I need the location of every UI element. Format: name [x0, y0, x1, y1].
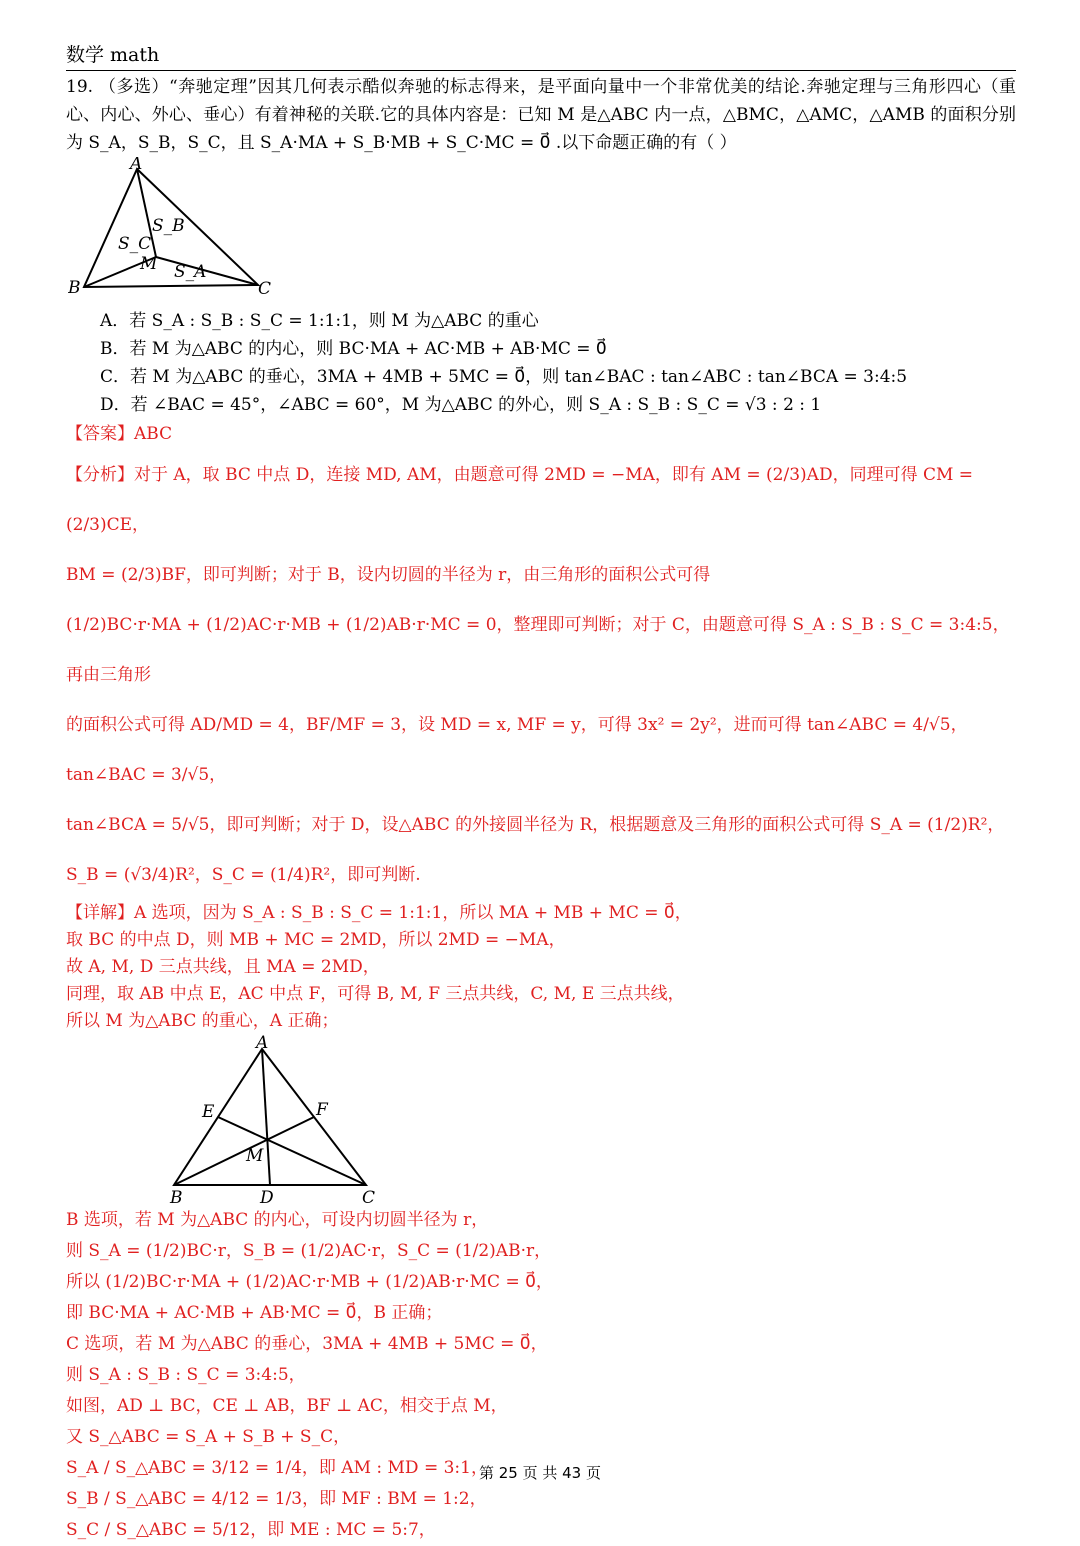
detail-line: S_A / S_△ABC = 3/12 = 1/4，即 AM : MD = 3:1，: [66, 1458, 488, 1478]
label-a2: A: [256, 1035, 269, 1053]
label-c2: C: [362, 1188, 376, 1205]
figure-centroid-triangle: [166, 1035, 496, 1205]
option-d: D．若 ∠BAC = 45°，∠ABC = 60°，M 为△ABC 的外心，则 S_A : S_B : S_C = √3 : 2 : 1: [100, 395, 822, 415]
label-sa: S_A: [174, 262, 207, 282]
label-b: B: [68, 278, 81, 298]
label-e2: E: [202, 1102, 215, 1122]
detail-line: 如图，AD ⊥ BC，CE ⊥ AB，BF ⊥ AC，相交于点 M，: [66, 1396, 508, 1416]
detail-line: 则 S_A = (1/2)BC·r，S_B = (1/2)AC·r，S_C = (1/2)AB·r，: [66, 1241, 552, 1261]
detail-line: 则 S_A : S_B : S_C = 3:4:5，: [66, 1365, 306, 1385]
detail-line: 又 S_△ABC = S_A + S_B + S_C，: [66, 1427, 351, 1447]
detail-section: [66, 900, 1016, 1035]
detail-line: S_C / S_△ABC = 5/12，即 ME : MC = 5:7，: [66, 1520, 436, 1540]
answer-line: 【答案】ABC: [66, 424, 173, 444]
option-b: B．若 M 为△ABC 的内心，则 BC·MA + AC·MB + AB·MC = 0⃗: [100, 339, 607, 359]
figure-benz-triangle: [68, 157, 288, 307]
page-footer: 第 25 页 共 43 页: [478, 1464, 601, 1482]
analysis-line: tan∠BCA = 5/√5，即可判断；对于 D，设△ABC 的外接圆半径为 R，根据题意及三角形的面积公式可得 S_A = (1/2)R²，: [66, 815, 1005, 835]
detail-line: 【详解】A 选项，因为 S_A : S_B : S_C = 1:1:1，所以 MA + MB + MC = 0⃗，: [66, 903, 692, 923]
detail-line: 同理，取 AB 中点 E，AC 中点 F，可得 B, M, F 三点共线，C, M, E 三点共线，: [66, 984, 685, 1004]
label-a: A: [130, 157, 143, 174]
analysis-section: [66, 450, 1016, 900]
detail-line: 取 BC 的中点 D，则 MB + MC = 2MD，所以 2MD = −MA，: [66, 930, 566, 950]
label-m2: M: [246, 1146, 264, 1166]
analysis-line: S_B = (√3/4)R²，S_C = (1/4)R²，即可判断.: [66, 865, 421, 885]
detail-line: 所以 M 为△ABC 的重心，A 正确；: [66, 1011, 339, 1031]
analysis-line: (1/2)BC·r·MA + (1/2)AC·r·MB + (1/2)AB·r·MC = 0，整理即可判断；对于 C，由题意可得 S_A : S_B : S_C = 3:4:5，再由三角形: [66, 615, 1010, 685]
options-list: [100, 307, 1016, 419]
analysis-line: 的面积公式可得 AD/MD = 4，BF/MF = 3，设 MD = x, MF = y，可得 3x² = 2y²，进而可得 tan∠ABC = 4/√5，tan∠BAC = 3/√5，: [66, 715, 968, 785]
option-a: A．若 S_A : S_B : S_C = 1:1:1，则 M 为△ABC 的重心: [100, 311, 539, 331]
detail-section-2: [66, 1205, 1016, 1546]
label-m: M: [140, 254, 158, 274]
detail-line: 所以 (1/2)BC·r·MA + (1/2)AC·r·MB + (1/2)AB·r·MC = 0⃗，: [66, 1272, 553, 1292]
analysis-line: BM = (2/3)BF，即可判断；对于 B，设内切圆的半径为 r，由三角形的面积公式可得: [66, 565, 711, 585]
detail-line: 即 BC·MA + AC·MB + AB·MC = 0⃗，B 正确；: [66, 1303, 443, 1323]
page-header: 数学 math: [66, 40, 1016, 71]
detail-line: 故 A, M, D 三点共线，且 MA = 2MD，: [66, 957, 380, 977]
label-sb: S_B: [152, 216, 185, 236]
detail-line: C 选项，若 M 为△ABC 的垂心，3MA + 4MB + 5MC = 0⃗，: [66, 1334, 548, 1354]
label-b2: B: [170, 1188, 183, 1205]
page: [66, 40, 1016, 1546]
detail-line: B 选项，若 M 为△ABC 的内心，可设内切圆半径为 r，: [66, 1210, 489, 1230]
option-c: C．若 M 为△ABC 的垂心，3MA + 4MB + 5MC = 0⃗，则 tan∠BAC : tan∠ABC : tan∠BCA = 3:4:5: [100, 367, 908, 387]
label-f2: F: [316, 1100, 328, 1120]
label-d2: D: [260, 1188, 274, 1205]
label-sc: S_C: [118, 234, 152, 254]
label-c: C: [258, 279, 272, 299]
detail-line: S_B / S_△ABC = 4/12 = 1/3，即 MF : BM = 1:2，: [66, 1489, 487, 1509]
analysis-line: 【分析】对于 A，取 BC 中点 D，连接 MD, AM，由题意可得 2MD = −MA，即有 AM = (2/3)AD，同理可得 CM = (2/3)CE，: [66, 465, 974, 535]
question-text: 19. （多选）“奔驰定理”因其几何表示酷似奔驰的标志得来，是平面向量中一个非常优美的结论.奔驰定理与三角形四心（重心、内心、外心、垂心）有着神秘的关联.它的具体内容是：已知 M 是△ABC 内一点，△BMC，△AMC，△AMB 的面积分别为 S_A，S_B，S_C，且 S_A·MA + S_B·MB + S_C·MC = 0⃗ .以下命题正确的有（ ）: [66, 77, 1016, 153]
